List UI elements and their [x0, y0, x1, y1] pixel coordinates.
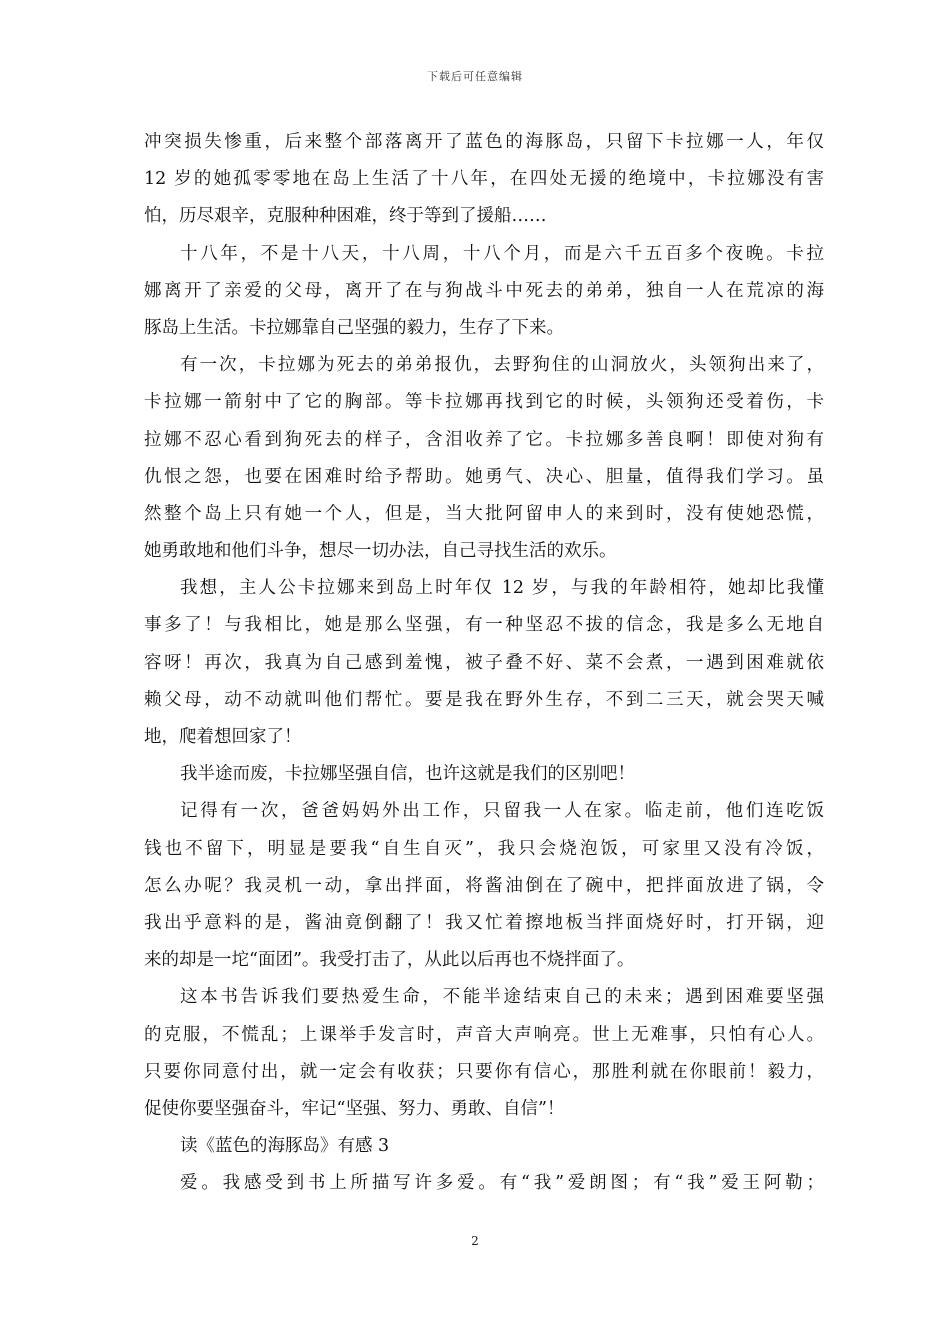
text-line: 只要你同意付出，就一定会有收获；只要你有信心，那胜利就在你眼前！毅力， — [144, 1061, 824, 1082]
text-line: 冲突损失惨重，后来整个部落离开了蓝色的海豚岛，只留下卡拉娜一人，年仅 — [144, 132, 824, 152]
text-line: 有一次，卡拉娜为死去的弟弟报仇，去野狗住的山洞放火，头领狗出来了， — [180, 355, 824, 376]
section-heading: 读《蓝色的海豚岛》有感 3 — [180, 1136, 390, 1157]
text-line: 记得有一次，爸爸妈妈外出工作，只留我一人在家。临走前，他们连吃饭 — [180, 801, 824, 822]
text-line: 12 岁的她孤零零地在岛上生活了十八年，在四处无援的绝境中，卡拉娜没有害 — [144, 169, 824, 190]
text-line: 钱也不留下，明显是要我“自生自灭”，我只会烧泡饭，可家里又没有冷饭， — [144, 838, 824, 859]
text-line: 我出乎意料的是，酱油竟倒翻了！我又忙着擦地板当拌面烧好时，打开锅，迎 — [144, 912, 824, 933]
text-line: 卡拉娜一箭射中了它的胸部。等卡拉娜再找到它的时候，头领狗还受着伤，卡 — [144, 392, 824, 413]
text-line: 豚岛上生活。卡拉娜靠自己坚强的毅力，生存了下来。 — [144, 317, 564, 338]
page-number: 2 — [471, 1234, 479, 1248]
text-line: 促使你要坚强奋斗，牢记“坚强、努力、勇敢、自信”！ — [144, 1098, 565, 1119]
text-line: 这本书告诉我们要热爱生命，不能半途结束自己的未来；遇到困难要坚强 — [180, 987, 824, 1008]
text-line: 娜离开了亲爱的父母，离开了在与狗战斗中死去的弟弟，独自一人在荒凉的海 — [144, 280, 824, 301]
text-line: 我想，主人公卡拉娜来到岛上时年仅 12 岁，与我的年龄相符，她却比我懂 — [180, 578, 824, 599]
text-line: 拉娜不忍心看到狗死去的样子，含泪收养了它。卡拉娜多善良啊！即使对狗有 — [144, 429, 824, 450]
text-line: 怕，历尽艰辛，克服种种困难，终于等到了援船…… — [144, 206, 547, 227]
text-line: 十八年，不是十八天，十八周，十八个月，而是六千五百多个夜晚。卡拉 — [180, 243, 824, 264]
text-line: 地，爬着想回家了！ — [144, 727, 302, 747]
text-line: 她勇敢地和他们斗争，想尽一切办法，自己寻找生活的欢乐。 — [144, 541, 617, 562]
document-body — [144, 124, 824, 1202]
text-line: 事多了！与我相比，她是那么坚强，有一种坚忍不拔的信念，我是多么无地自 — [144, 615, 824, 636]
text-line: 的克服，不慌乱；上课举手发言时，声音大声响亮。世上无难事，只怕有心人。 — [144, 1024, 824, 1045]
text-line: 我半途而废，卡拉娜坚强自信，也许这就是我们的区别吧！ — [180, 764, 635, 785]
text-line: 怎么办呢？我灵机一动，拿出拌面，将酱油倒在了碗中，把拌面放进了锅，令 — [144, 875, 824, 896]
text-line: 然整个岛上只有她一个人，但是，当大批阿留申人的来到时，没有使她恐慌， — [144, 503, 824, 524]
text-line: 赖父母，动不动就叫他们帮忙。要是我在野外生存，不到二三天，就会哭天喊 — [144, 689, 824, 710]
text-line: 爱。我感受到书上所描写许多爱。有“我”爱朗图；有“我”爱王阿勒； — [180, 1173, 824, 1194]
text-line: 仇恨之怨，也要在困难时给予帮助。她勇气、决心、胆量，值得我们学习。虽 — [144, 466, 824, 487]
text-line: 来的却是一坨“面团”。我受打击了，从此以后再也不烧拌面了。 — [144, 950, 635, 971]
text-line: 容呀！再次，我真为自己感到羞愧，被子叠不好、菜不会煮，一遇到困难就依 — [144, 652, 824, 673]
page-header: 下载后可任意编辑 — [427, 70, 523, 83]
